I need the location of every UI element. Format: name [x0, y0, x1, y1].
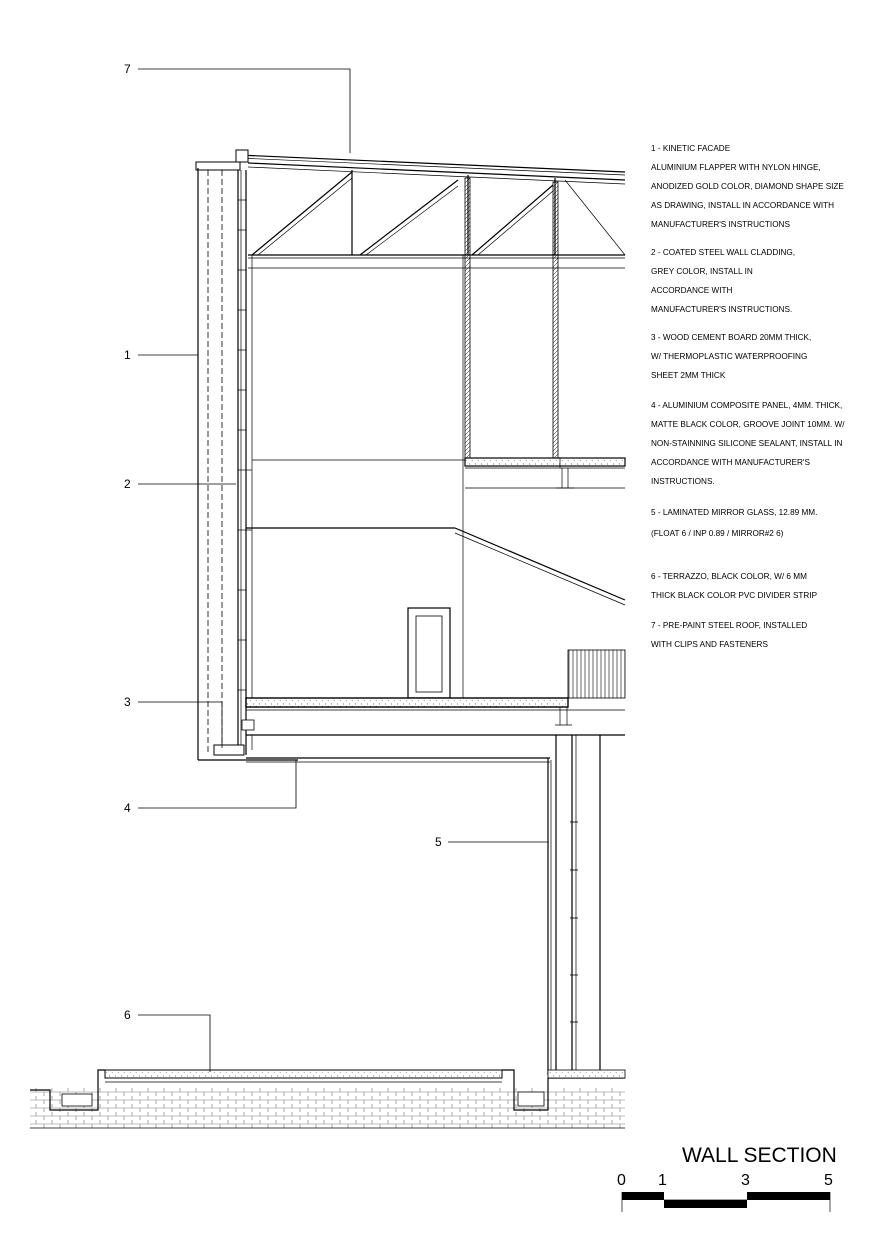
note-2-line-3: ACCORDANCE WITH [651, 286, 733, 295]
note-3-line-3: SHEET 2MM THICK [651, 371, 726, 380]
note-2-line-2: GREY COLOR, INSTALL IN [651, 267, 753, 276]
callout-numbers [124, 62, 442, 1022]
note-4-line-2: MATTE BLACK COLOR, GROOVE JOINT 10MM. W/ [651, 420, 845, 429]
scale-label-5: 5 [824, 1172, 833, 1189]
callout-1: 1 [124, 348, 131, 362]
upper-floor-slab [242, 698, 625, 762]
note-4-line-4: ACCORDANCE WITH MANUFACTURER'S [651, 458, 810, 467]
scale-segment-0-1 [622, 1192, 664, 1200]
note-2-line-1: 2 - COATED STEEL WALL CLADDING, [651, 248, 796, 257]
note-6-line-2: THICK BLACK COLOR PVC DIVIDER STRIP [651, 591, 818, 600]
note-2-line-4: MANUFACTURER'S INSTRUCTIONS. [651, 305, 793, 314]
note-1-line-4: AS DRAWING, INSTALL IN ACCORDANCE WITH [651, 201, 835, 210]
drawing-title: WALL SECTION [682, 1144, 837, 1167]
scale-segment-1-3 [664, 1200, 747, 1208]
note-7-line-1: 7 - PRE-PAINT STEEL ROOF, INSTALLED [651, 621, 808, 630]
note-1-line-2: ALUMINIUM FLAPPER WITH NYLON HINGE, [651, 163, 821, 172]
facade [198, 168, 298, 760]
callout-7: 7 [124, 62, 131, 76]
note-4-line-5: INSTRUCTIONS. [651, 477, 715, 486]
balustrade [568, 650, 625, 698]
note-5-line-2: (FLOAT 6 / INP 0.89 / MIRROR#2 6) [651, 529, 784, 538]
callout-5: 5 [435, 835, 442, 849]
hanger-rods [465, 178, 558, 458]
door [408, 608, 450, 698]
specification-notes [651, 144, 845, 649]
callout-6: 6 [124, 1008, 131, 1022]
scale-label-0: 0 [617, 1172, 626, 1189]
callout-3: 3 [124, 695, 131, 709]
note-1-line-5: MANUFACTURER'S INSTRUCTIONS [651, 220, 790, 229]
scale-bar [617, 1172, 833, 1212]
note-1-line-3: ANODIZED GOLD COLOR, DIAMOND SHAPE SIZE [651, 182, 844, 191]
callout-leaders [138, 69, 548, 1072]
scale-label-1: 1 [658, 1172, 667, 1189]
mirror-glass-wall [548, 735, 600, 1075]
note-1-line-1: 1 - KINETIC FACADE [651, 144, 731, 153]
ground-floor [30, 1070, 625, 1128]
note-3-line-1: 3 - WOOD CEMENT BOARD 20MM THICK, [651, 333, 812, 342]
roof-truss [196, 150, 625, 268]
scale-segment-3-5 [747, 1192, 830, 1200]
callout-4: 4 [124, 801, 131, 815]
note-6-line-1: 6 - TERRAZZO, BLACK COLOR, W/ 6 MM [651, 572, 807, 581]
callout-2: 2 [124, 477, 131, 491]
title-block [682, 1144, 837, 1167]
stair-rail [246, 528, 625, 605]
note-4-line-1: 4 - ALUMINIUM COMPOSITE PANEL, 4MM. THICK, [651, 401, 843, 410]
note-4-line-3: NON-STAINNING SILICONE SEALANT, INSTALL IN [651, 439, 843, 448]
note-5-line-1: 5 - LAMINATED MIRROR GLASS, 12.89 MM. [651, 508, 818, 517]
scale-label-3: 3 [741, 1172, 750, 1189]
note-3-line-2: W/ THERMOPLASTIC WATERPROOFING [651, 352, 808, 361]
note-7-line-2: WITH CLIPS AND FASTENERS [651, 640, 768, 649]
